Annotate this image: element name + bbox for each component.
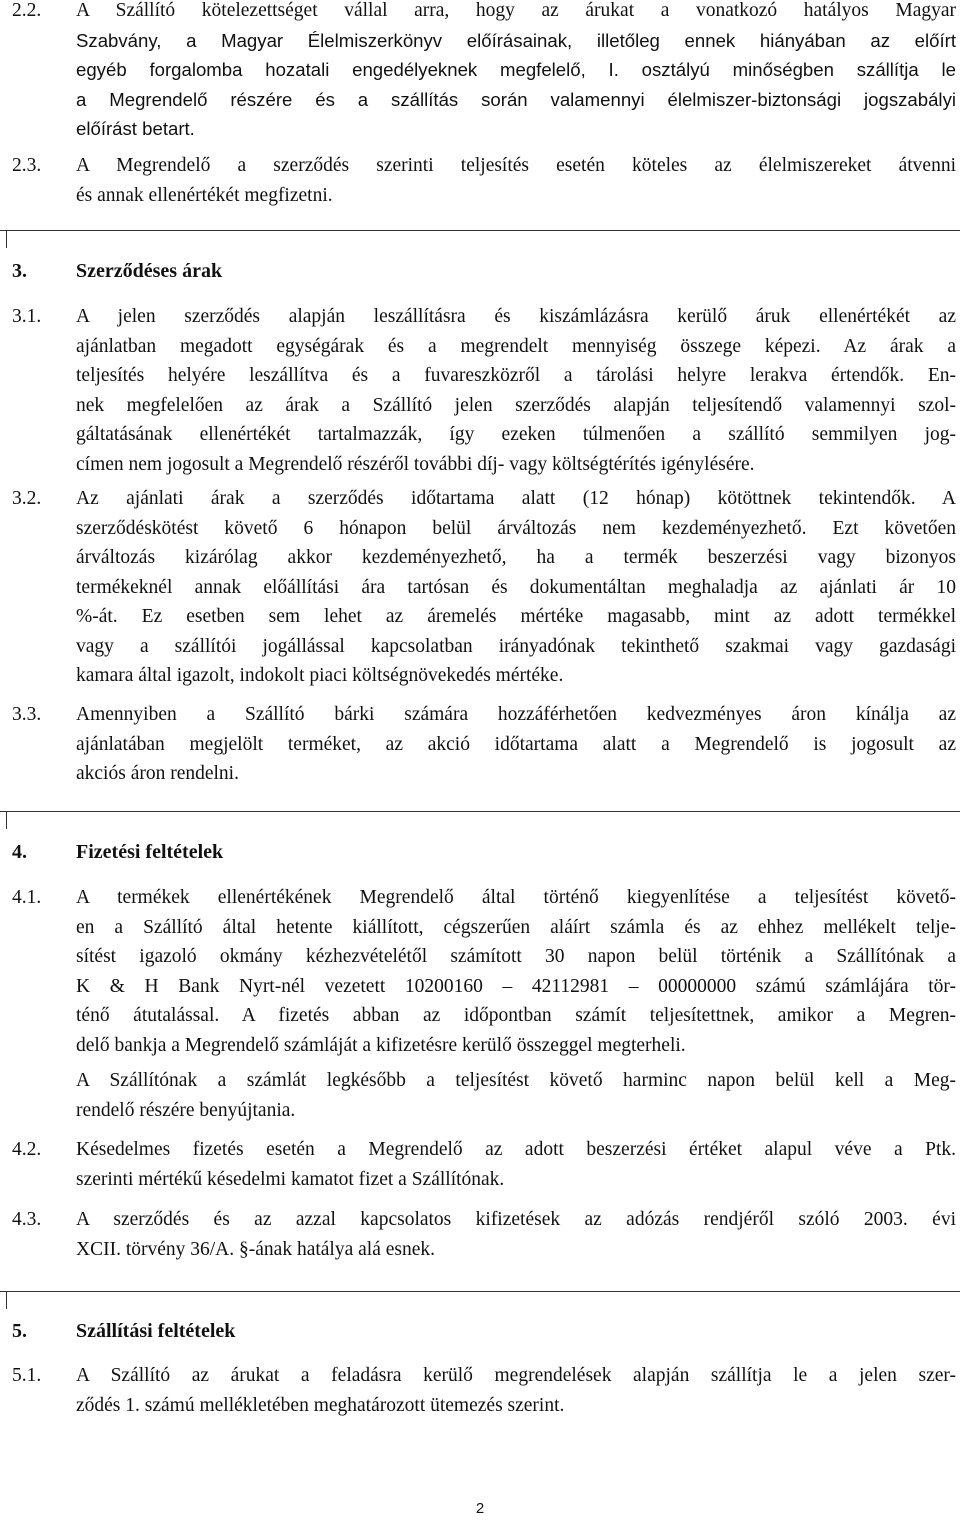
text-line: kamara által igazolt, indokolt piaci költségnövekedés mértéke.: [76, 665, 564, 686]
clause-text: [76, 883, 956, 1060]
text-line: előírást betart.: [76, 118, 195, 139]
text-line: %-át. Ez esetben sem lehet az áremelés mértéke magasabb, mint az adott termékkel: [76, 606, 956, 627]
clause-2-3: [12, 151, 956, 210]
text-line: Késedelmes fizetés esetén a Megrendelő az adott beszerzési értéket alapul véve a Ptk.: [76, 1139, 956, 1160]
heading-title: Szerződéses árak: [76, 260, 223, 282]
text-line: A Szállító kötelezettséget vállal arra, hogy az árukat a vonatkozó hatályos Magyar: [76, 0, 956, 21]
clause-text: [76, 0, 956, 144]
page-number: 2: [475, 1500, 485, 1517]
clause-text: [76, 302, 956, 479]
clause-3-1: [12, 302, 956, 479]
text-line: Szabvány, a Magyar Élelmiszerkönyv előírásainak, illetőleg ennek hiányában az előírt: [76, 29, 956, 51]
text-line: K & H Bank Nyrt-nél vezetett 10200160 – 42112981 – 00000000 számú számlájára tör-: [76, 975, 956, 997]
text-line: teljesítés helyére leszállítva és a fuvareszközről a tárolási helyre lerakva értendők. En-: [76, 365, 956, 386]
clause-text: [76, 1135, 956, 1194]
text-line: szerinti mértékű késedelmi kamatot fizet a Szállítónak.: [76, 1168, 505, 1190]
text-line: nek megfelelően az árak a Szállító jelen szerződés alapján teljesítendő valamennyi szol-: [76, 394, 956, 416]
clause-number: 2.3.: [12, 155, 42, 176]
text-line: XCII. törvény 36/A. §-ának hatálya alá esnek.: [76, 1238, 435, 1260]
clause-4-2: [12, 1135, 956, 1194]
clause-text: [76, 484, 956, 691]
section-divider: [0, 1291, 960, 1292]
clause-5-1: [12, 1361, 956, 1420]
clause-number: 4.2.: [12, 1139, 42, 1160]
clause-text: [76, 700, 956, 789]
text-line: sítést igazoló okmány kézhezvételétől számított 30 napon belül történik a Szállítónak a: [76, 946, 956, 967]
clause-number: 3.1.: [12, 306, 42, 327]
heading-number: 3.: [12, 260, 27, 282]
clause-text: [76, 151, 956, 210]
clause-number: 5.1.: [12, 1365, 42, 1386]
section-divider-tick: [6, 811, 7, 829]
text-line: A Szállító az árukat a feladásra kerülő megrendelések alapján szállítja le a jelen szer-: [76, 1365, 956, 1386]
text-line: akciós áron rendelni.: [76, 763, 239, 784]
text-line: Amennyiben a Szállító bárki számára hozzáférhetően kedvezményes áron kínálja az: [76, 704, 956, 725]
text-line: szerződéskötést követő 6 hónapon belül árváltozás nem kezdeményezhető. Ezt követően: [76, 517, 956, 539]
clause-3-2: [12, 484, 956, 691]
text-line: rendelő részére benyújtania.: [76, 1099, 296, 1121]
clause-number: 2.2.: [12, 0, 42, 21]
text-line: termékeknél annak előállítási ára tartósan és dokumentáltan meghaladja az ajánlati ár 10: [76, 576, 956, 598]
text-line: A termékek ellenértékének Megrendelő által történő kiegyenlítése a teljesítést követő-: [76, 887, 956, 908]
clause-number: 4.1.: [12, 887, 42, 908]
clause-text: [76, 1205, 956, 1264]
text-line: a Megrendelő részére és a szállítás során valamennyi élelmiszer-biztonsági jogszabályi: [76, 88, 956, 110]
heading-number: 4.: [12, 841, 27, 863]
section-heading-3: [12, 257, 956, 287]
clause-3-3: [12, 700, 956, 789]
text-line: ződés 1. számú mellékletében meghatározott ütemezés szerint.: [76, 1394, 565, 1416]
section-heading-5: [12, 1317, 956, 1347]
section-divider: [0, 811, 960, 812]
text-line: és annak ellenértékét megfizetni.: [76, 184, 333, 206]
clause-4-1-continued: [12, 1066, 956, 1125]
clause-number: 3.3.: [12, 704, 42, 725]
heading-number: 5.: [12, 1320, 27, 1342]
text-line: Az ajánlati árak a szerződés időtartama alatt (12 hónap) kötöttnek tekintendők. A: [76, 488, 956, 509]
text-line: en a Szállító által hetente kiállított, cégszerűen aláírt számla és az ehhez mellékelt telje-: [76, 916, 956, 938]
text-line: ajánlatban megadott egységárak és a megrendelt mennyiség összege képezi. Az árak a: [76, 335, 956, 357]
text-line: árváltozás kizárólag akkor kezdeményezhető, ha a termék beszerzési vagy bizonyos: [76, 547, 956, 568]
section-divider: [0, 230, 960, 231]
section-divider-tick: [6, 1291, 7, 1309]
text-line: A Megrendelő a szerződés szerinti teljesítés esetén köteles az élelmiszereket átvenni: [76, 155, 956, 176]
heading-title: Fizetési feltételek: [76, 841, 224, 863]
clause-4-1: [12, 883, 956, 1060]
text-line: címen nem jogosult a Megrendelő részéről további díj- vagy költségtérítés igénylésére.: [76, 453, 755, 475]
text-line: vagy a szállítói jogállással kapcsolatban irányadónak tekinthető szakmai vagy gazdasági: [76, 635, 956, 657]
text-line: A jelen szerződés alapján leszállításra és kiszámlázásra kerülő áruk ellenértékét az: [76, 306, 956, 327]
heading-title: Szállítási feltételek: [76, 1320, 236, 1342]
text-line: ajánlatában megjelölt terméket, az akció időtartama alatt a Megrendelő is jogosult az: [76, 733, 956, 755]
clause-number: 3.2.: [12, 488, 42, 509]
text-line: gáltatásának ellenértékét tartalmazzák, így ezeken túlmenően a szállító semmilyen jog-: [76, 424, 956, 445]
clause-number: 4.3.: [12, 1209, 42, 1230]
text-line: delő bankja a Megrendelő számláját a kifizetésre kerülő összeggel megterheli.: [76, 1034, 686, 1056]
clause-4-3: [12, 1205, 956, 1264]
section-divider-tick: [6, 230, 7, 248]
text-line: egyéb forgalomba hozatali engedélyeknek megfelelő, I. osztályú minőségben szállítja le: [76, 59, 956, 80]
section-heading-4: [12, 838, 956, 868]
text-line: A szerződés és az azzal kapcsolatos kifizetések az adózás rendjéről szóló 2003. évi: [76, 1209, 956, 1230]
clause-2-2: [12, 0, 956, 144]
clause-text: [76, 1361, 956, 1420]
text-line: A Szállítónak a számlát legkésőbb a teljesítést követő harminc napon belül kell a Meg-: [76, 1070, 956, 1091]
clause-text: [76, 1066, 956, 1125]
text-line: ténő átutalással. A fizetés abban az időpontban számít teljesítettnek, amikor a Megren-: [76, 1005, 956, 1026]
